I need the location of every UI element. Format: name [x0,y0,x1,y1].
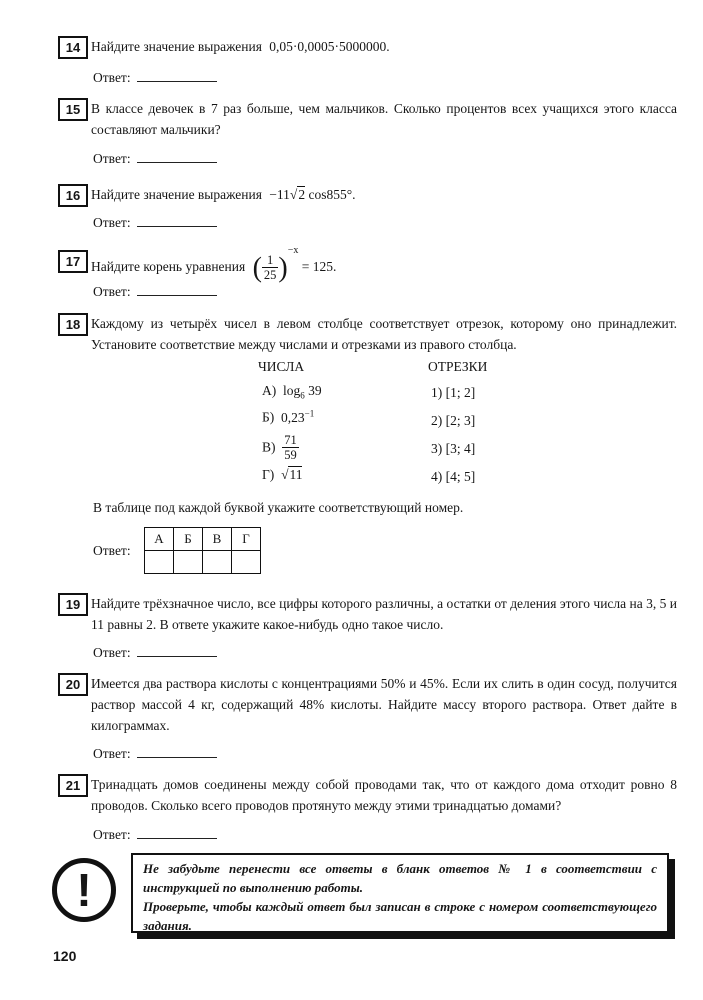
numbers-column-header: ЧИСЛА [258,359,305,374]
header-b: Б [174,528,203,551]
power-expression: $0,23^{-1}$ [281,408,315,425]
question-number: 14 [58,36,88,59]
period: . [352,187,356,202]
coefficient: −11 [269,187,290,202]
header-g: Г [232,528,261,551]
answer-cell-v[interactable] [203,551,232,574]
warning-line-2: Проверьте, чтобы каждый ответ был записан в строке с номером соответствующего задания. [143,899,657,933]
answer-line-20[interactable] [93,745,217,762]
page-number: 120 [53,948,77,964]
answer-blank[interactable] [137,214,217,227]
math-expression: −11√2 cos855° [269,187,353,202]
option-a: А) $\log_6 39$ [262,383,322,401]
answer-blank[interactable] [137,644,217,657]
segment-3: 3) [3; 4] [431,441,476,456]
question-text: Имеется два раствора кислоты с концентрациями 50% и 45%. Если их слить в один сосуд, получится раствор массой 4 кг, содержащий 48% кислоты. Найдите массу второго раствора. Ответ дайте в килограммах. [91,676,677,733]
question-number: 19 [58,593,88,616]
question-number: 17 [58,250,88,273]
answer-label: Ответ: [93,746,131,761]
answer-line-15[interactable] [93,150,217,167]
period: . [386,39,390,54]
question-text: В классе девочек в 7 раз больше, чем мальчиков. Сколько процентов всех учащихся этого класса составляют мальчики? [91,101,677,137]
radicand: 2 [298,187,306,202]
answer-cell-a[interactable] [145,551,174,574]
segment-4: 4) [4; 5] [431,469,476,484]
question-prompt: Найдите значение выражения [91,39,262,54]
answer-label: Ответ: [93,284,131,299]
question-text: Найдите трёхзначное число, все цифры которого различны, а остатки от деления этого числа на 3, 5 и 11 равны 2. В ответе укажите какое-нибудь одно такое число. [91,596,677,632]
question-text [91,36,677,57]
answer-blank[interactable] [137,283,217,296]
header-a: А [145,528,174,551]
right-hand-side: = 125 [301,259,333,274]
question-text: Тринадцать домов соединены между собой проводами так, что от каждого дома отходит ровно 8 проводов. Сколько всего проводов протянуто между этими тринадцатью домами? [91,777,677,813]
warning-line-1: Не забудьте перенести все ответы в бланк ответов № 1 в соответствии с инструкцией по выполнению работы. [143,861,657,895]
exclamation-icon: ! [52,858,116,922]
answer-table [144,527,261,574]
segment-1: 1) [1; 2] [431,385,476,400]
segments-column-header: ОТРЕЗКИ [428,359,488,374]
warning-box [131,853,669,933]
question-text: Каждому из четырёх чисел в левом столбце соответствует отрезок, которому оно принадлежит. Установите соответствие между числами и отрезками из правого столбца. [91,316,677,352]
answer-cell-b[interactable] [174,551,203,574]
answer-label: Ответ: [93,827,131,842]
fraction: $\frac{71}{59}$ [284,433,297,462]
answer-line-16[interactable] [93,214,217,231]
option-c: В) $\frac{71}{59}$ [262,433,297,462]
answer-blank[interactable] [137,150,217,163]
answer-cell-g[interactable] [232,551,261,574]
root-expression: √11 [281,467,303,482]
math-expression: 0,05·0,0005·5000000 [269,39,387,54]
table-header-row [145,528,261,551]
question-number: 21 [58,774,88,797]
option-b: Б) $0,23^{-1}$ [262,408,315,425]
question-number: 20 [58,673,88,696]
question-number: 16 [58,184,88,207]
answer-line-21[interactable] [93,826,217,843]
answer-line-14[interactable] [93,69,217,86]
answer-blank[interactable] [137,745,217,758]
header-v: В [203,528,232,551]
answer-blank[interactable] [137,826,217,839]
option-d: Г) √11 [262,467,303,482]
table-answer-row [145,551,261,574]
answer-label: Ответ: [93,70,131,85]
answer-line-19[interactable] [93,644,217,661]
answer-line-17[interactable] [93,283,217,300]
answer-label: Ответ: [93,215,131,230]
answer-label: Ответ: [93,151,131,166]
question-prompt: Найдите значение выражения [91,187,262,202]
question-text [91,184,677,205]
answer-label: Ответ: [93,645,131,660]
segment-2: 2) [2; 3] [431,413,476,428]
answer-blank[interactable] [137,69,217,82]
cosine-term: cos855° [308,187,353,202]
question-text [91,240,677,282]
question-prompt: Найдите корень уравнения [91,259,246,274]
math-expression: ( $\frac{1}{25}$ )$^{-x}$ = 125 [252,245,333,284]
table-instruction: В таблице под каждой буквой укажите соответствующий номер. [93,500,464,515]
answer-label: Ответ: [93,543,131,558]
exponent: −x [287,245,299,256]
fraction: $\frac{1}{25}$ [263,253,277,283]
question-number: 15 [58,98,88,121]
question-number: 18 [58,313,88,336]
period: . [333,259,337,274]
log-expression: $\log_6 39$ [283,383,322,401]
